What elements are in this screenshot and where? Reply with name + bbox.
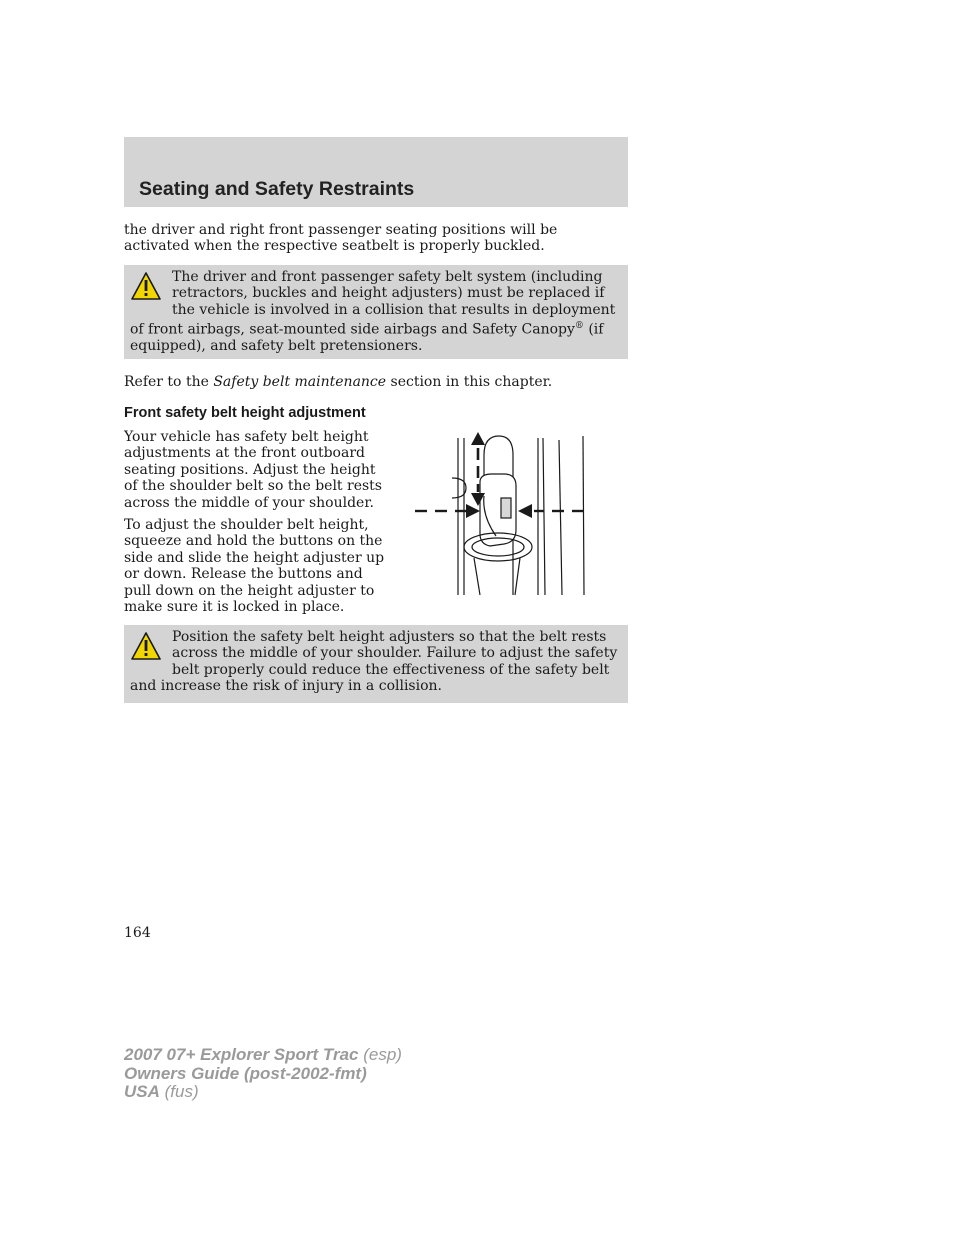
footer-model-code: (esp) [358,1045,402,1064]
refer-paragraph [124,374,624,390]
warning-text-main: The driver and front passenger safety belt system (including retractors, buckles and height adjusters) must be replaced if the vehicle is involved in a collision that results in deployment of front airbags, seat-mounted side airbags and Safety Canopy [130,269,616,338]
footer-model: 2007 07+ Explorer Sport Trac [124,1045,359,1064]
warning-triangle-icon [130,631,162,661]
footer-market-code: (fus) [159,1082,199,1101]
refer-section-link: Safety belt maintenance [213,374,387,390]
section-header-band [124,137,628,207]
belt-height-adjuster-illustration [412,430,588,600]
footer-line-3 [124,1083,402,1102]
warning-box-belt-position [124,625,628,703]
trademark-mark: ® [574,320,584,331]
section-title: Seating and Safety Restraints [139,178,415,200]
document-footer [124,1046,402,1102]
refer-suffix: section in this chapter. [386,374,553,390]
warning-text-end: (if equipped), and safety belt pretensioners. [130,321,604,354]
warning-triangle-icon [130,271,162,301]
height-adjust-paragraph-1: Your vehicle has safety belt height adjustments at the front outboard seating positions. Adjust the height of the shoulder belt so the belt rests across the middle of your shoulder. [124,429,382,511]
page-number: 164 [124,925,151,941]
subsection-title: Front safety belt height adjustment [124,405,366,421]
intro-paragraph: the driver and right front passenger seating positions will be activated when the respective seatbelt is properly buckled. [124,222,558,255]
footer-line-2 [124,1065,402,1084]
height-adjust-paragraph-2: To adjust the shoulder belt height, squeeze and hold the buttons on the side and slide the height adjuster up or down. Release the buttons and pull down on the height adjuster to make sure it is locked in place. [124,517,385,616]
footer-market: USA [124,1082,160,1101]
warning-text: Position the safety belt height adjusters so that the belt rests across the middle of your shoulder. Failure to adjust the safety belt properly could reduce the effectiveness of the safety belt and increase the risk of injury in a collision. [130,629,618,694]
refer-prefix: Refer to the [124,374,214,390]
warning-box-belt-replacement [124,265,628,359]
footer-guide: Owners Guide (post-2002-fmt) [124,1063,367,1083]
warning-text [130,269,620,354]
footer-line-1 [124,1046,402,1065]
